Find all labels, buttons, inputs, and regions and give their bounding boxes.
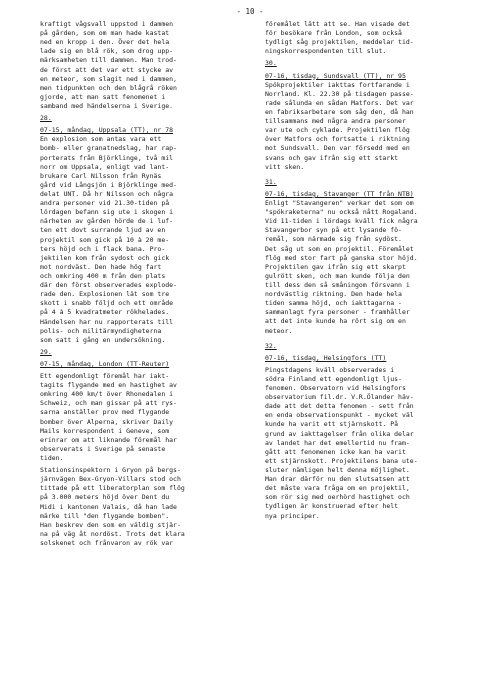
text-line: på gården, som om man hade kastat: [40, 29, 170, 38]
text-line: rade sålunda en sådan Matfors. Det var: [265, 98, 414, 107]
text-line: norr om Uppsala, enligt vad lant-: [40, 162, 170, 171]
text-line: en enda observationspunkt - mycket väl: [265, 411, 414, 420]
text-line: Norrland. Kl. 22.30 på tisdagen passe-: [265, 89, 414, 98]
text-line: ningskorrespondenten till slut.: [265, 47, 387, 56]
text-line: bomber över Alperna, skriver Daily: [40, 417, 174, 426]
text-line: solskenet och frånvaron av rök var: [40, 539, 174, 548]
text-line: tydligt såg projektilen, meddelar tid-: [265, 38, 414, 47]
text-line: delat UNT. Då hr Nilsson och några: [40, 189, 174, 198]
left-column: [40, 20, 254, 548]
text-line: en fabriksarbetare som såg den, då han: [265, 107, 414, 116]
report-32: [265, 342, 485, 521]
text-line: mot nordväst. Den hade hög fart: [40, 262, 162, 271]
text-line: tillsammans med några andra personer: [265, 117, 406, 126]
report-number: 30.: [265, 59, 277, 68]
report-number: 32.: [265, 341, 277, 350]
text-line: Schweiz, och man gissar på att rys-: [40, 399, 177, 408]
text-line: som rör sig med oerhörd hastighet och: [265, 493, 410, 502]
text-line: observerats i Sverige på senaste: [40, 444, 166, 453]
text-line: södra Finland ett egendomligt ljus-: [265, 374, 402, 383]
text-line: meteor.: [265, 326, 293, 335]
text-line: kraftigt vågsvall uppstod i dammen: [40, 20, 174, 28]
text-line: rade den. Explosionen lät som tre: [40, 290, 170, 299]
text-line: märke till "den flygande bomben".: [40, 511, 170, 520]
text-line: gått att fenomenen icke kan ha varit: [265, 447, 406, 456]
text-line: av landet har det emellertid nu fram-: [265, 438, 410, 447]
text-line: skott i snabb följd och ett område: [40, 299, 174, 308]
text-line: dade att det detta fenomen - sett från: [265, 402, 414, 411]
text-line: Man drar därför nu den slutsatsen att: [265, 475, 410, 484]
text-line: En explosion som antas vara ett: [40, 135, 162, 144]
report-31: [265, 178, 485, 336]
text-line: ters höjd och i flack bana. Pro-: [40, 244, 166, 253]
text-line: samband med händelserna i Sverige.: [40, 101, 174, 110]
text-line: nordvästlig riktning. Den hade hela: [265, 290, 402, 299]
text-line: de först att det var ett stycke av: [40, 65, 174, 74]
text-line: var ute och cyklade. Projektilen flög: [265, 126, 410, 135]
text-line: till dess den så småningom försvann i: [265, 280, 410, 289]
text-line: gård vid Långsjön i Björklinge med-: [40, 180, 177, 189]
text-line: jektilen kom från sydost och gick: [40, 253, 170, 262]
text-line: porterats från Björklinge, två mil: [40, 153, 174, 162]
text-line: bomb- eller granatnedslag, har rap-: [40, 144, 177, 153]
text-line: Det såg ut som en projektil. Föremålet: [265, 244, 414, 253]
text-line: flög med stor fart på ganska stor höjd.: [265, 253, 418, 262]
text-line: Midi i kantonen Valais, då han lade: [40, 502, 177, 511]
text-line: järnvägen Bex-Gryon-Villars stod och: [40, 475, 181, 484]
text-line: observatorium fil.dr. V.R.Ölander häv-: [265, 393, 414, 402]
report-number: 31.: [265, 177, 277, 186]
text-line: Vid 11-tiden i lördags kväll fick några: [265, 217, 418, 226]
text-line: polis- och militärmyndigheterna: [40, 326, 162, 335]
text-line: Han beskrev den som en väldig stjär-: [40, 520, 181, 529]
text-line: svans och gav ifrån sig ett starkt: [265, 153, 399, 162]
text-line: kunde ha varit ett stjärnskott. På: [265, 420, 399, 429]
text-line: erinrar om att liknande föremål har: [40, 435, 177, 444]
text-line: ten ett dovt surrande ljud av en: [40, 226, 166, 235]
report-heading: 07-16, tisdag, Sundsvall (TT), nr 95: [265, 71, 406, 80]
right-intro-paragraph: [265, 20, 485, 56]
right-column: [265, 20, 485, 521]
text-line: att det inte kunde ha rört sig om en: [265, 317, 406, 326]
text-line: sammanlagt fyra personer - framhåller: [265, 308, 410, 317]
text-line: gulrött sken, och man kunde följa den: [265, 271, 410, 280]
text-line: föremålet lätt att se. Han visade det: [265, 20, 410, 28]
text-line: nya principer.: [265, 511, 320, 520]
report-heading: 07-16, tisdag, Stavanger (TT från NTB): [265, 189, 414, 198]
text-line: Projektilen gav ifrån sig ett skarpt: [265, 262, 406, 271]
text-line: men tidpunkten och den blågrå röken: [40, 83, 177, 92]
text-line: Stavangerbor syn på ett lysande fö-: [265, 226, 402, 235]
text-line: märksamheten till dammen. Man trod-: [40, 56, 177, 65]
text-line: Pingstdagens kväll observerades i: [265, 365, 395, 374]
text-line: Mails korrespondent i Geneve, som: [40, 426, 170, 435]
report-number: 28.: [40, 114, 52, 123]
text-line: ned en kropp i den. Över det hela: [40, 38, 170, 47]
report-heading: 07-15, måndag, London (TT-Reuter): [40, 359, 170, 368]
report-30: [265, 59, 485, 171]
text-line: fenomen. Observatorn vid Helsingfors: [265, 384, 406, 393]
text-line: lade sig en blå rök, som drog upp-: [40, 47, 174, 56]
report-heading: 07-16, tisdag, Helsingfors (TT): [265, 353, 387, 362]
text-line: och omkring 400 m från den plats: [40, 271, 166, 280]
text-line: mot Sundsvall. Den var försedd med en: [265, 144, 410, 153]
text-line: "spökraketerna" nu också nått Rogaland.: [265, 208, 418, 217]
page-number: - 10 -: [236, 7, 264, 16]
text-line: tittade på ett liberatorplan som flög: [40, 484, 185, 493]
text-line: för besökare från London, som också: [265, 29, 402, 38]
text-line: projektil som gick på 10 à 20 me-: [40, 235, 170, 244]
text-line: sluter nämligen helt denna möjlighet.: [265, 466, 410, 475]
text-line: på 3.000 meters höjd över Dent du: [40, 493, 170, 502]
text-line: som satt i gång en undersökning.: [40, 335, 166, 344]
text-line: andra personer vid 21.30-tiden på: [40, 199, 170, 208]
text-line: där den först observerades explode-: [40, 281, 177, 290]
text-line: tiden.: [40, 454, 64, 463]
text-line: remål, som närmade sig från sydöst.: [265, 235, 402, 244]
text-line: brukare Carl Nilsson från Rynäs: [40, 171, 162, 180]
report-number: 29.: [40, 347, 52, 356]
text-line: ett stjärnskott. Projektilens bana ute-: [265, 456, 418, 465]
text-line: sarna anställer prov med flygande: [40, 408, 170, 417]
report-heading: 07-15, måndag, Uppsala (TT), nr 78: [40, 126, 174, 135]
text-line: det måste vara fråga om en projektil,: [265, 484, 410, 493]
text-line: lördagen befann sig ute i skogen i: [40, 208, 174, 217]
text-line: närheten av gården hörde de i luf-: [40, 217, 174, 226]
text-line: Stationsinspektorn i Gryon på bergs-: [40, 466, 181, 475]
text-line: gjorde, att man satt fenomenet i: [40, 92, 166, 101]
report-28: [40, 114, 254, 345]
text-line: på 4 à 5 kvadratmeter rökhelades.: [40, 308, 170, 317]
text-line: tydligen är konstruerad efter helt: [265, 502, 399, 511]
text-line: Enligt "Stavangeren" verkar det som om: [265, 198, 414, 207]
text-line: tagits flygande med en hastighet av: [40, 381, 177, 390]
text-line: över Matfors och fortsatte i riktning: [265, 135, 410, 144]
report-29: [40, 348, 254, 548]
text-line: omkring 400 km/t över Rhonedalen i: [40, 390, 174, 399]
text-line: Spökprojektiler iakttas fortfarande i: [265, 80, 410, 89]
text-line: en meteor, som slagit ned i dammen,: [40, 74, 177, 83]
text-line: vitt sken.: [265, 162, 305, 171]
text-line: grund av iakttagelser från olika delar: [265, 429, 414, 438]
text-line: Ett egendomligt föremål har iakt-: [40, 372, 170, 381]
left-intro-paragraph: [40, 20, 254, 111]
text-line: na på väg åt nordöst. Trots det klara: [40, 529, 185, 538]
text-line: tiden samma höjd, och iakttagarna -: [265, 299, 402, 308]
text-line: Händelsen har nu rapporterats till: [40, 317, 174, 326]
